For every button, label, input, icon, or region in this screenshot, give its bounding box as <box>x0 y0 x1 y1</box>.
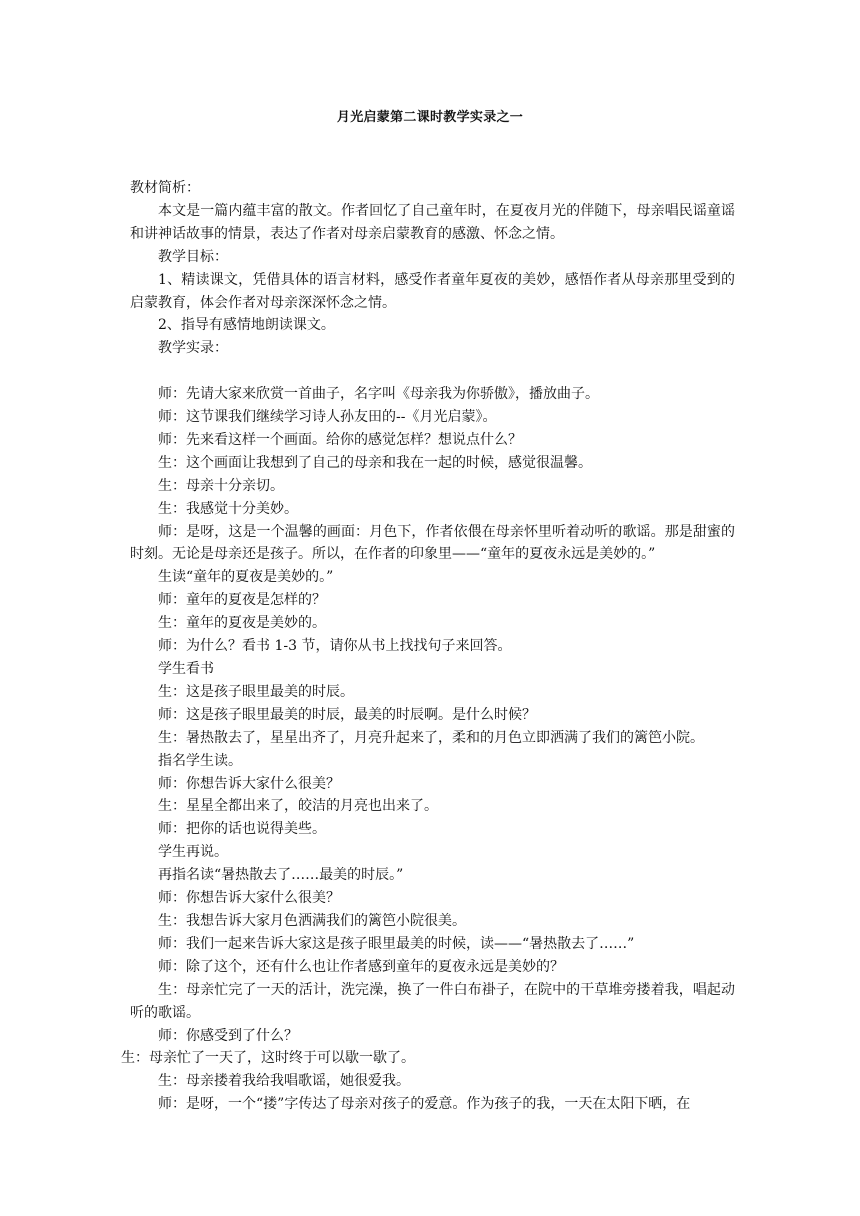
paragraph: 生：星星全都出来了，皎洁的月亮也出来了。 <box>158 798 438 815</box>
paragraph: 师：先来看这样一个画面。给你的感觉怎样？想说点什么？ <box>158 431 522 448</box>
paragraph: 生：暑热散去了，星星出齐了，月亮升起来了，柔和的月色立即洒满了我们的篱笆小院。 <box>158 729 704 746</box>
paragraph: 师：你想告诉大家什么很美？ <box>158 775 340 792</box>
paragraph: 师：我们一起来告诉大家这是孩子眼里最美的时候，读——“暑热散去了……” <box>158 935 635 952</box>
paragraph: 师：童年的夏夜是怎样的？ <box>158 592 326 609</box>
paragraph: 教学实录： <box>158 340 228 357</box>
paragraph: 再指名读“暑热散去了……最美的时辰。” <box>158 867 404 884</box>
paragraph: 师：是呀，一个“搂”字传达了母亲对孩子的爱意。作为孩子的我，一天在太阳下晒，在 <box>158 1096 691 1113</box>
paragraph: 生：母亲十分亲切。 <box>158 477 284 494</box>
document-body <box>121 177 735 1116</box>
paragraph: 生：母亲忙了一天了，这时终于可以歇一歇了。 <box>121 1050 415 1067</box>
paragraph: 师：这节课我们继续学习诗人孙友田的--《月光启蒙》。 <box>158 409 497 426</box>
paragraph: 师：除了这个，还有什么也让作者感到童年的夏夜永远是美妙的？ <box>158 958 564 975</box>
paragraph: 师：这是孩子眼里最美的时辰，最美的时辰啊。是什么时候？ <box>158 706 536 723</box>
paragraph: 2、指导有感情地朗读课文。 <box>158 317 335 334</box>
paragraph: 指名学生读。 <box>158 752 242 769</box>
paragraph: 师：把你的话也说得美些。 <box>158 821 326 838</box>
paragraph: 教学目标： <box>158 248 228 265</box>
paragraph: 学生再说。 <box>158 844 228 861</box>
paragraph: 生读“童年的夏夜是美妙的。” <box>158 569 334 586</box>
paragraph: 生：童年的夏夜是美妙的。 <box>158 615 326 632</box>
paragraph: 本文是一篇内蕴丰富的散文。作者回忆了自己童年时，在夏夜月光的伴随下，母亲唱民谣童谣和讲神话故事的情景，表达了作者对母亲启蒙教育的感激、怀念之情。 <box>130 202 735 242</box>
paragraph: 师：先请大家来欣赏一首曲子，名字叫《母亲我为你骄傲》，播放曲子。 <box>158 386 599 403</box>
paragraph: 生：母亲搂着我给我唱歌谣，她很爱我。 <box>158 1073 410 1090</box>
paragraph: 学生看书 <box>158 661 214 678</box>
document-title: 月光启蒙第二课时教学实录之一 <box>336 110 524 125</box>
paragraph: 师：你感受到了什么？ <box>158 1027 298 1044</box>
paragraph: 师：为什么？看书 1-3 节，请你从书上找找句子来回答。 <box>158 638 512 655</box>
paragraph: 生：母亲忙完了一天的活计，洗完澡，换了一件白布褂子，在院中的干草堆旁搂着我，唱起动听的歌谣。 <box>130 981 735 1021</box>
paragraph: 1、精读课文，凭借具体的语言材料，感受作者童年夏夜的美妙，感悟作者从母亲那里受到的启蒙教育，体会作者对母亲深深怀念之情。 <box>130 271 735 311</box>
paragraph: 师：你想告诉大家什么很美？ <box>158 890 340 907</box>
paragraph: 师：是呀，这是一个温馨的画面：月色下，作者依偎在母亲怀里听着动听的歌谣。那是甜蜜的时刻。无论是母亲还是孩子。所以，在作者的印象里——“童年的夏夜永远是美妙的。” <box>130 523 735 563</box>
paragraph: 教材简析： <box>130 180 200 196</box>
paragraph: 生：我想告诉大家月色洒满我们的篱笆小院很美。 <box>158 912 466 929</box>
paragraph: 生：我感觉十分美妙。 <box>158 500 298 517</box>
blank-line <box>130 360 735 383</box>
paragraph: 生：这是孩子眼里最美的时辰。 <box>158 683 354 700</box>
paragraph: 生：这个画面让我想到了自己的母亲和我在一起的时候，感觉很温馨。 <box>158 454 592 471</box>
